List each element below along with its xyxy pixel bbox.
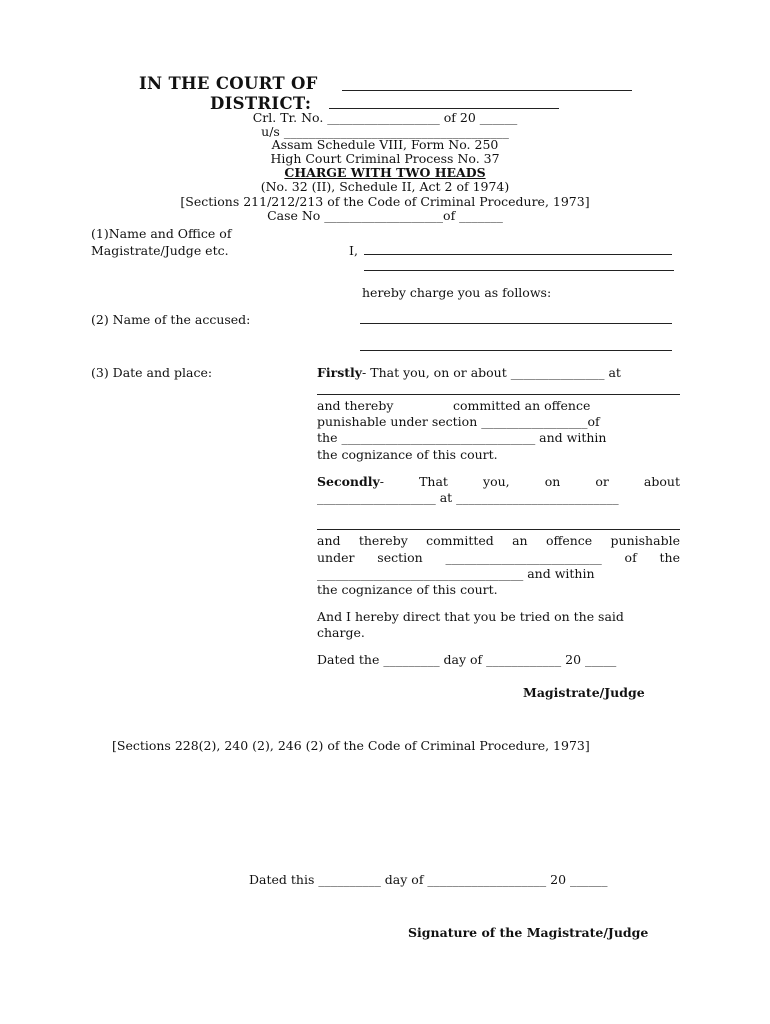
firstly-line	[317, 365, 621, 381]
firstly-text: - That you, on or about _______________ at	[362, 365, 621, 380]
direct-line2: charge.	[317, 625, 365, 640]
sections-reference-2: [Sections 228(2), 240 (2), 246 (2) of the Code of Criminal Procedure, 1973]	[112, 738, 590, 753]
committed-offence: committed an offence	[453, 398, 591, 413]
crl-tr-no: Crl. Tr. No. __________________ of 20 ______	[252, 110, 518, 125]
court-label: IN THE COURT OF	[139, 74, 318, 93]
dated-line-2: Dated this __________ day of ___________________ 20 ______	[249, 872, 608, 887]
schedule-line: Assam Schedule VIII, Form No. 250	[271, 137, 499, 152]
firstly-label: Firstly	[317, 365, 363, 380]
label-name-office: (1)Name and Office of	[91, 226, 232, 241]
second-para-line3: _________________________________ and within	[317, 566, 595, 581]
cognizance-2: the cognizance of this court.	[317, 582, 498, 597]
process-line: High Court Criminal Process No. 37	[270, 151, 500, 166]
the-within: the _______________________________ and within	[317, 430, 607, 445]
signature-label: Signature of the Magistrate/Judge	[408, 925, 649, 940]
sections-reference: [Sections 211/212/213 of the Code of Criminal Procedure, 1973]	[180, 194, 590, 209]
second-para-line1: and thereby committed an offence punishable	[317, 533, 680, 548]
secondly-date-at: ___________________ at __________________________	[317, 490, 619, 505]
magistrate-signature-label: Magistrate/Judge	[523, 685, 645, 700]
form-title: CHARGE WITH TWO HEADS	[284, 165, 486, 180]
label-date-place: (3) Date and place:	[91, 365, 213, 380]
second-para-line2: under section _________________________ of the	[317, 550, 680, 565]
and-thereby: and thereby	[317, 398, 394, 413]
court-name-blank	[342, 90, 632, 91]
secondly-line: Secondly- That you, on or about	[317, 474, 680, 489]
case-no: Case No ___________________of _______	[267, 208, 503, 223]
dated-line-1: Dated the _________ day of ____________ 20 _____	[317, 652, 617, 667]
district-label: DISTRICT:	[210, 94, 312, 113]
firstly-place-blank	[317, 394, 680, 395]
i-prefix: I,	[349, 243, 358, 258]
hereby-charge: hereby charge you as follows:	[362, 285, 552, 300]
accused-name-blank-2	[360, 350, 672, 351]
label-accused: (2) Name of the accused:	[91, 312, 251, 327]
district-blank	[329, 108, 559, 109]
us-line: u/s ____________________________________	[261, 124, 509, 139]
magistrate-name-blank	[364, 254, 672, 255]
cognizance-1: the cognizance of this court.	[317, 447, 498, 462]
magistrate-office-blank	[364, 270, 674, 271]
punishable-section: punishable under section _________________of	[317, 414, 600, 429]
secondly-place-blank	[317, 529, 680, 530]
direct-line1: And I hereby direct that you be tried on the said	[317, 609, 624, 624]
label-magistrate: Magistrate/Judge etc.	[91, 243, 229, 258]
secondly-label: Secondly	[317, 474, 380, 489]
act-reference: (No. 32 (II), Schedule II, Act 2 of 1974)	[260, 179, 510, 194]
accused-name-blank	[360, 323, 672, 324]
